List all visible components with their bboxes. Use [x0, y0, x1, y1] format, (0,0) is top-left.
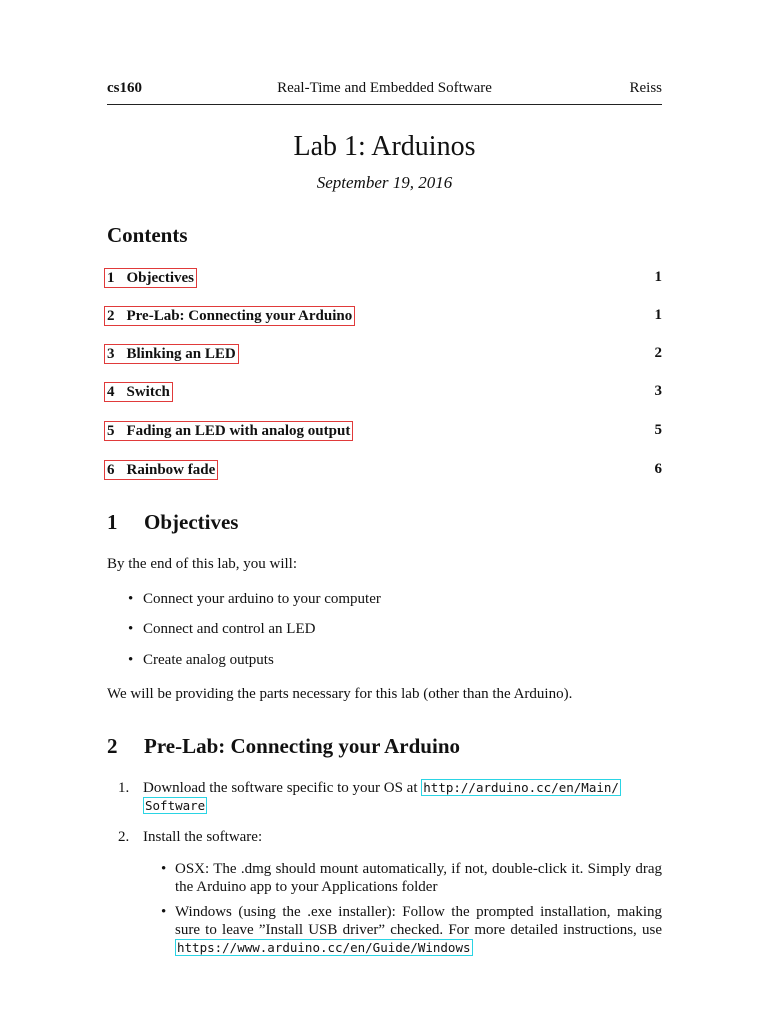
- toc-number: 2: [107, 308, 115, 324]
- bullet-glyph: •: [128, 652, 134, 668]
- toc-page-number: 2: [654, 345, 662, 361]
- bullet-glyph: •: [128, 591, 134, 607]
- enum-body: [143, 779, 662, 815]
- toc-number: 4: [107, 384, 115, 400]
- toc-label: Pre-Lab: Connecting your Arduino: [126, 308, 353, 324]
- toc-label: Objectives: [126, 270, 194, 286]
- section-number: 1: [107, 510, 118, 534]
- bullet-glyph: •: [161, 904, 167, 920]
- toc-entry: [104, 460, 662, 482]
- toc-number: 5: [107, 423, 115, 439]
- toc-number: 3: [107, 346, 115, 362]
- software-url-link[interactable]: http://arduino.cc/en/Main/: [423, 780, 619, 795]
- toc-link[interactable]: [104, 421, 353, 441]
- toc-number: 1: [107, 270, 115, 286]
- toc-label: Rainbow fade: [126, 462, 216, 478]
- toc-entry: [104, 268, 662, 290]
- toc-link[interactable]: [104, 306, 355, 326]
- toc-entry: [104, 421, 662, 443]
- section-heading-prelab: [107, 734, 460, 759]
- enum-label: 1.: [118, 780, 130, 796]
- running-header: [107, 80, 662, 100]
- list-item-text: OSX: The .dmg should mount automatically, if not, double-click it. Simply drag the Arduino app to your Applications folder: [175, 861, 662, 895]
- bullet-glyph: •: [161, 861, 167, 877]
- enum-body: Install the software:: [143, 829, 263, 845]
- toc-entry: [104, 306, 662, 328]
- contents-heading: Contents: [107, 223, 188, 247]
- list-item-text: Windows (using the .exe installer): Follow the prompted installation, making sure to leave ”Install USB driver” checked. For more detailed instructions, use: [175, 904, 662, 938]
- toc-entry: [104, 344, 662, 366]
- toc-entry: [104, 382, 662, 404]
- toc-number: 6: [107, 462, 115, 478]
- toc-link[interactable]: [104, 460, 218, 480]
- toc-page-number: 6: [654, 461, 662, 477]
- objectives-outro: We will be providing the parts necessary for this lab (other than the Arduino).: [107, 686, 573, 702]
- objectives-intro: By the end of this lab, you will:: [107, 556, 297, 572]
- list-item-text: Connect your arduino to your computer: [143, 591, 381, 607]
- author-name: Reiss: [629, 80, 662, 96]
- windows-guide-url-link[interactable]: https://www.arduino.cc/en/Guide/Windows: [177, 940, 471, 955]
- toc-page-number: 3: [654, 383, 662, 399]
- document-title: Lab 1: Arduinos: [293, 131, 476, 162]
- toc-link[interactable]: [104, 344, 239, 364]
- toc-label: Blinking an LED: [126, 346, 236, 362]
- list-item-body: [175, 903, 662, 957]
- header-rule: [107, 104, 662, 105]
- section-heading-objectives: [107, 510, 238, 535]
- section-number: 2: [107, 734, 118, 758]
- toc-page-number: 1: [654, 269, 662, 285]
- toc-page-number: 5: [654, 422, 662, 438]
- section-title: Pre-Lab: Connecting your Arduino: [144, 734, 461, 758]
- list-item-text: Create analog outputs: [143, 652, 274, 668]
- document-date: September 19, 2016: [316, 173, 453, 192]
- software-url-link-continued[interactable]: Software: [145, 798, 206, 813]
- course-code: cs160: [107, 80, 142, 96]
- toc-page-number: 1: [654, 307, 662, 323]
- toc-link[interactable]: [104, 382, 173, 402]
- toc-label: Fading an LED with analog output: [126, 423, 351, 439]
- step-text: Download the software specific to your OS at: [143, 780, 418, 796]
- toc-label: Switch: [126, 384, 170, 400]
- enum-label: 2.: [118, 829, 130, 845]
- list-item-text: Connect and control an LED: [143, 621, 316, 637]
- bullet-glyph: •: [128, 621, 134, 637]
- section-title: Objectives: [144, 510, 239, 534]
- toc-link[interactable]: [104, 268, 197, 288]
- course-title: Real-Time and Embedded Software: [277, 80, 492, 96]
